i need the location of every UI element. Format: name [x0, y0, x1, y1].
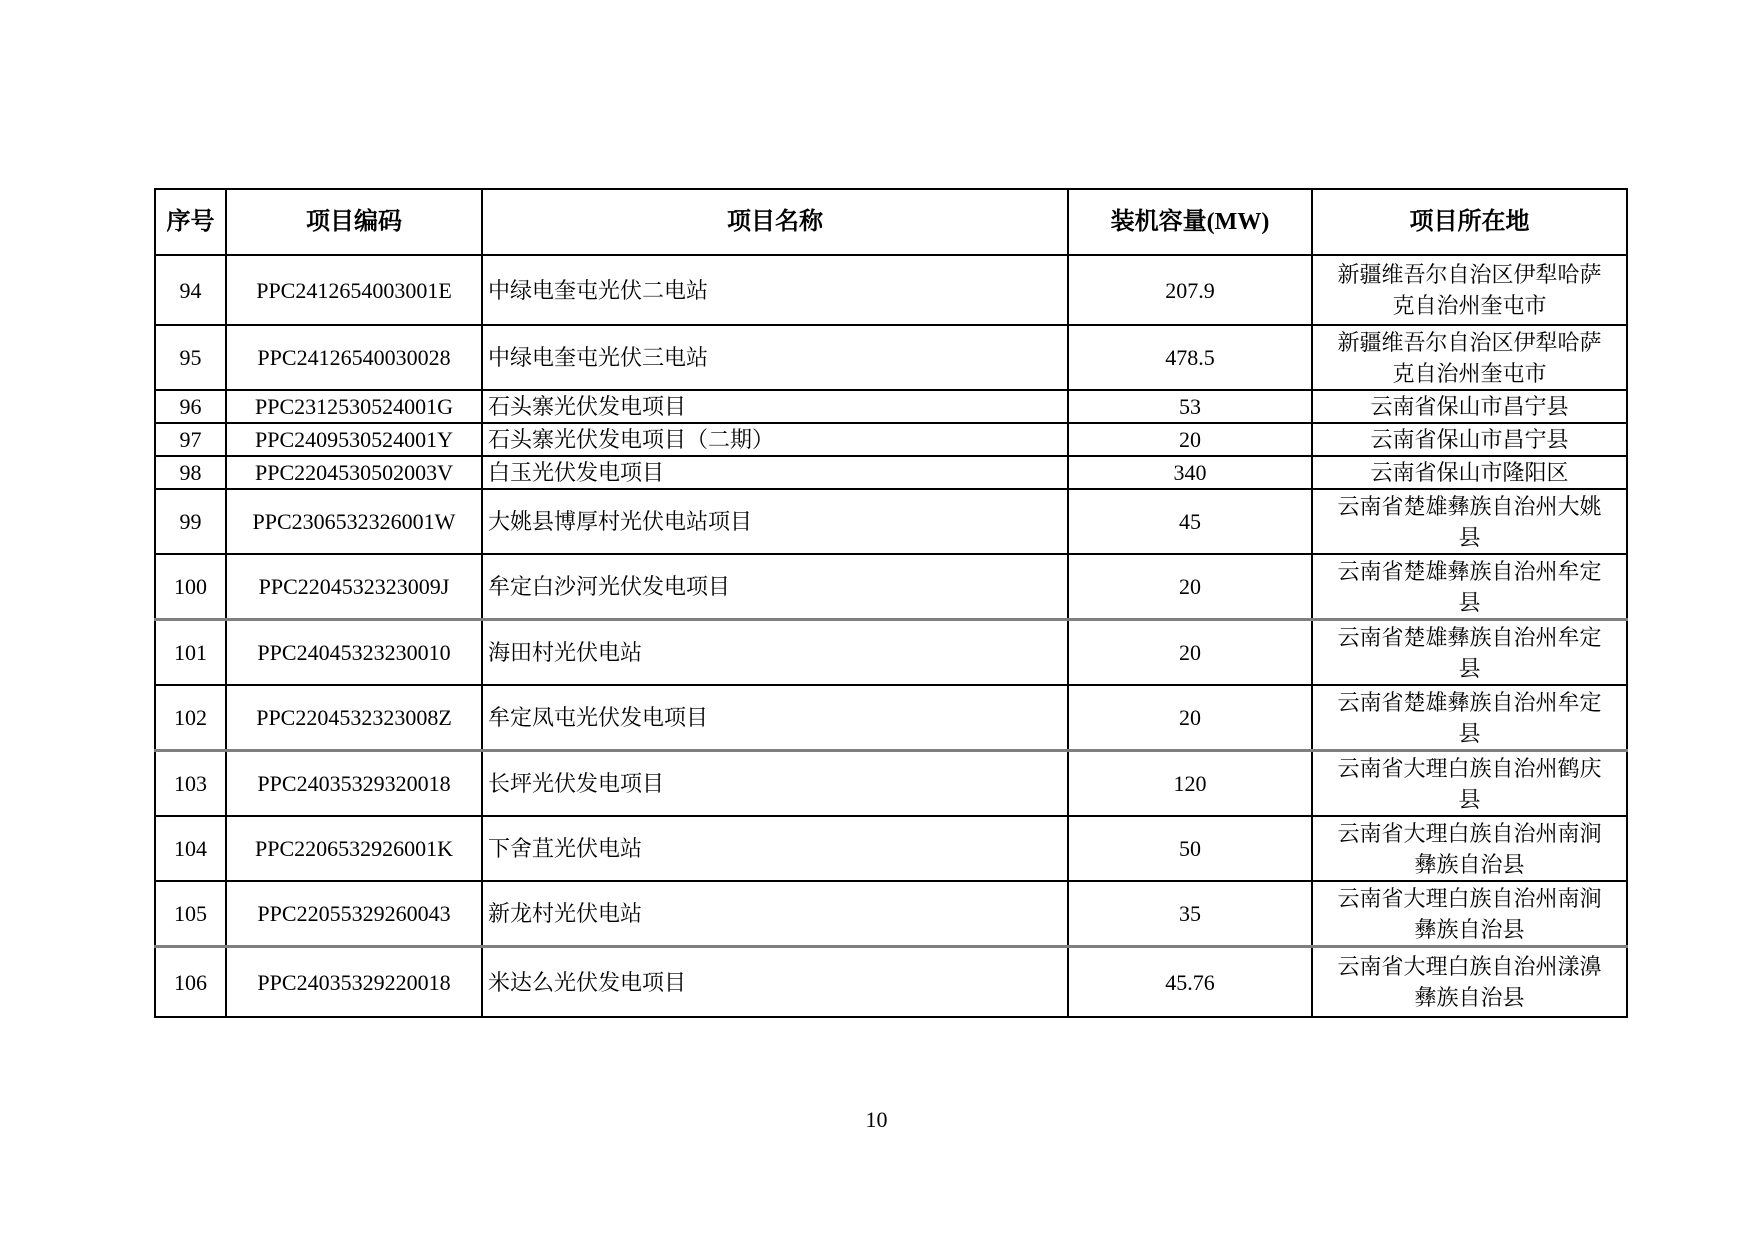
cell-capacity: 45: [1068, 489, 1312, 554]
cell-location: 云南省楚雄彝族自治州牟定县: [1312, 620, 1627, 686]
table-row: [155, 325, 1627, 390]
cell-code: PPC2312530524001G: [226, 390, 482, 423]
cell-serial: 94: [155, 255, 226, 325]
cell-code: PPC2412654003001E: [226, 255, 482, 325]
cell-code: PPC24045323230010: [226, 620, 482, 686]
cell-name: 海田村光伏电站: [482, 620, 1068, 686]
cell-location: 云南省楚雄彝族自治州大姚县: [1312, 489, 1627, 554]
cell-serial: 105: [155, 881, 226, 947]
cell-serial: 102: [155, 685, 226, 751]
cell-capacity: 20: [1068, 620, 1312, 686]
cell-name: 米达么光伏发电项目: [482, 947, 1068, 1018]
cell-serial: 97: [155, 423, 226, 456]
cell-name: 新龙村光伏电站: [482, 881, 1068, 947]
cell-serial: 95: [155, 325, 226, 390]
table-row: [155, 255, 1627, 325]
cell-code: PPC2206532926001K: [226, 816, 482, 881]
table-row: [155, 554, 1627, 620]
project-table: [154, 188, 1628, 1018]
cell-code: PPC2204532323009J: [226, 554, 482, 620]
cell-capacity: 207.9: [1068, 255, 1312, 325]
table-header-row: [155, 189, 1627, 255]
cell-serial: 96: [155, 390, 226, 423]
cell-name: 白玉光伏发电项目: [482, 456, 1068, 489]
cell-serial: 100: [155, 554, 226, 620]
cell-location: 云南省楚雄彝族自治州牟定县: [1312, 554, 1627, 620]
cell-name: 下舍苴光伏电站: [482, 816, 1068, 881]
cell-serial: 106: [155, 947, 226, 1018]
cell-code: PPC24126540030028: [226, 325, 482, 390]
column-header-name: 项目名称: [482, 189, 1068, 255]
cell-location: 云南省保山市昌宁县: [1312, 423, 1627, 456]
cell-name: 中绿电奎屯光伏二电站: [482, 255, 1068, 325]
column-header-capacity: 装机容量(MW): [1068, 189, 1312, 255]
table-row: [155, 489, 1627, 554]
cell-code: PPC2204532323008Z: [226, 685, 482, 751]
cell-capacity: 20: [1068, 685, 1312, 751]
cell-name: 石头寨光伏发电项目: [482, 390, 1068, 423]
cell-location: 云南省保山市昌宁县: [1312, 390, 1627, 423]
cell-capacity: 20: [1068, 554, 1312, 620]
table-row: [155, 947, 1627, 1018]
cell-capacity: 478.5: [1068, 325, 1312, 390]
cell-name: 大姚县博厚村光伏电站项目: [482, 489, 1068, 554]
table-row: [155, 881, 1627, 947]
cell-location: 云南省大理白族自治州南涧彝族自治县: [1312, 816, 1627, 881]
table-row: [155, 456, 1627, 489]
table-row: [155, 685, 1627, 751]
cell-location: 新疆维吾尔自治区伊犁哈萨克自治州奎屯市: [1312, 325, 1627, 390]
cell-code: PPC2204530502003V: [226, 456, 482, 489]
column-header-serial: 序号: [155, 189, 226, 255]
cell-name: 石头寨光伏发电项目（二期）: [482, 423, 1068, 456]
table-row: [155, 751, 1627, 817]
cell-location: 云南省大理白族自治州漾濞彝族自治县: [1312, 947, 1627, 1018]
cell-capacity: 120: [1068, 751, 1312, 817]
cell-capacity: 50: [1068, 816, 1312, 881]
cell-capacity: 35: [1068, 881, 1312, 947]
cell-name: 牟定凤屯光伏发电项目: [482, 685, 1068, 751]
cell-name: 牟定白沙河光伏发电项目: [482, 554, 1068, 620]
cell-location: 云南省大理白族自治州鹤庆县: [1312, 751, 1627, 817]
page-number: 10: [865, 1107, 888, 1132]
column-header-location: 项目所在地: [1312, 189, 1627, 255]
cell-code: PPC2306532326001W: [226, 489, 482, 554]
cell-serial: 104: [155, 816, 226, 881]
cell-serial: 99: [155, 489, 226, 554]
cell-capacity: 53: [1068, 390, 1312, 423]
cell-code: PPC2409530524001Y: [226, 423, 482, 456]
cell-capacity: 45.76: [1068, 947, 1312, 1018]
cell-code: PPC22055329260043: [226, 881, 482, 947]
cell-code: PPC24035329320018: [226, 751, 482, 817]
cell-capacity: 20: [1068, 423, 1312, 456]
table-row: [155, 390, 1627, 423]
cell-serial: 101: [155, 620, 226, 686]
cell-location: 云南省大理白族自治州南涧彝族自治县: [1312, 881, 1627, 947]
cell-serial: 98: [155, 456, 226, 489]
table-row: [155, 620, 1627, 686]
table-row: [155, 423, 1627, 456]
cell-capacity: 340: [1068, 456, 1312, 489]
column-header-code: 项目编码: [226, 189, 482, 255]
cell-name: 中绿电奎屯光伏三电站: [482, 325, 1068, 390]
cell-name: 长坪光伏发电项目: [482, 751, 1068, 817]
cell-serial: 103: [155, 751, 226, 817]
cell-location: 云南省保山市隆阳区: [1312, 456, 1627, 489]
cell-location: 云南省楚雄彝族自治州牟定县: [1312, 685, 1627, 751]
cell-code: PPC24035329220018: [226, 947, 482, 1018]
table-row: [155, 816, 1627, 881]
cell-location: 新疆维吾尔自治区伊犁哈萨克自治州奎屯市: [1312, 255, 1627, 325]
